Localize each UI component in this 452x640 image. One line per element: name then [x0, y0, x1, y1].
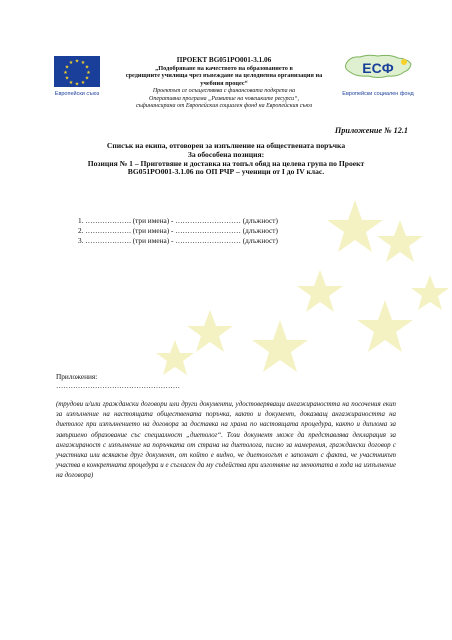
- funding-line-3: съфинансирана от Европейския социален фонд на Европейския съюз: [135, 103, 313, 110]
- svg-text:★: ★: [80, 60, 86, 67]
- esf-logo-text: ЕСФ: [362, 60, 394, 76]
- project-name-line-3: учебния процес“: [200, 79, 248, 87]
- attachments-dots: ……………………………………………: [56, 381, 181, 390]
- esf-map-icon: [338, 50, 418, 84]
- funding-line-1: Проектът се осъществява с финансовата подкрепа на: [152, 88, 296, 95]
- eu-logo: [44, 56, 110, 97]
- project-name-line-2: средищните училища чрез въвеждане на целодневна организация на: [125, 72, 323, 80]
- svg-text:★: ★: [74, 81, 80, 87]
- appendix-label: Приложение № 12.1: [334, 126, 408, 135]
- team-list: [78, 216, 278, 247]
- attachments: [56, 372, 180, 390]
- title-line-2: За обособена позиция:: [187, 149, 265, 159]
- esf-logo: [338, 50, 418, 97]
- title-line-4: BG051PO001-3.1.06 по ОП РЧР – ученици от I до IV клас.: [127, 167, 325, 177]
- svg-text:★: ★: [63, 70, 68, 76]
- team-list-item: 3. ………………. (три имена) - ……………………… (длъжност): [78, 236, 278, 246]
- eu-flag-icon: [54, 56, 100, 87]
- svg-text:★: ★: [80, 79, 86, 86]
- svg-text:★: ★: [64, 75, 70, 82]
- title-line-3: Позиция № 1 – Приготвяне и доставка на топъл обяд на целева група по Проект: [87, 158, 365, 168]
- svg-text:★: ★: [84, 75, 90, 82]
- svg-text:★: ★: [74, 58, 80, 65]
- svg-text:★: ★: [84, 64, 90, 71]
- svg-text:★: ★: [64, 64, 70, 71]
- svg-text:★: ★: [68, 60, 74, 67]
- header-text: [112, 56, 336, 111]
- attachments-note: (трудови и/или граждански договори или други документи, удостоверяващи ангажираността на посочения екип за изпълнение на настоящата обществената поръчка, както и документ, доказващ ангажираността на диетолог при изпълнението на договора за доставка на храна по настоящата процедура, както и диплома за завършено образование със специалност „диетолог“. Този документ може да представлява декларация за ангажираност с изпълнение на поръчката от страна на диетолога, писмо за намерения, граждански договор с участника или всякакъв друг документ, от който е видно, че диетологът е запознат с факта, че участникът участва в конкретната процедура и е съгласен да му съдейства при изготвяне на менютата в хода на изпълнение на договора): [56, 401, 396, 480]
- project-line: ПРОЕКТ BG051PO001-3.1.06: [176, 56, 272, 64]
- team-list-item: 1. ………………. (три имена) - ……………………… (длъжност): [78, 216, 278, 225]
- main-title: [50, 142, 402, 177]
- eu-logo-caption: Европейски съюз: [54, 91, 100, 97]
- funding-line-2: Оперативна програма „Развитие на човешките ресурси“,: [148, 95, 300, 102]
- svg-text:★: ★: [86, 70, 91, 76]
- attachments-label: Приложения:: [56, 372, 98, 381]
- project-name-line-1: „Подобряване на качеството на образованието в: [155, 64, 293, 72]
- svg-text:★: ★: [68, 79, 74, 86]
- title-line-1: Списък на екипа, отговорен за изпълнение на обществената поръчка: [106, 141, 346, 150]
- esf-logo-caption: Европейски социален фонд: [342, 91, 414, 97]
- team-list-item: 2. ………………. (три имена) - ……………………… (длъжност): [78, 226, 278, 236]
